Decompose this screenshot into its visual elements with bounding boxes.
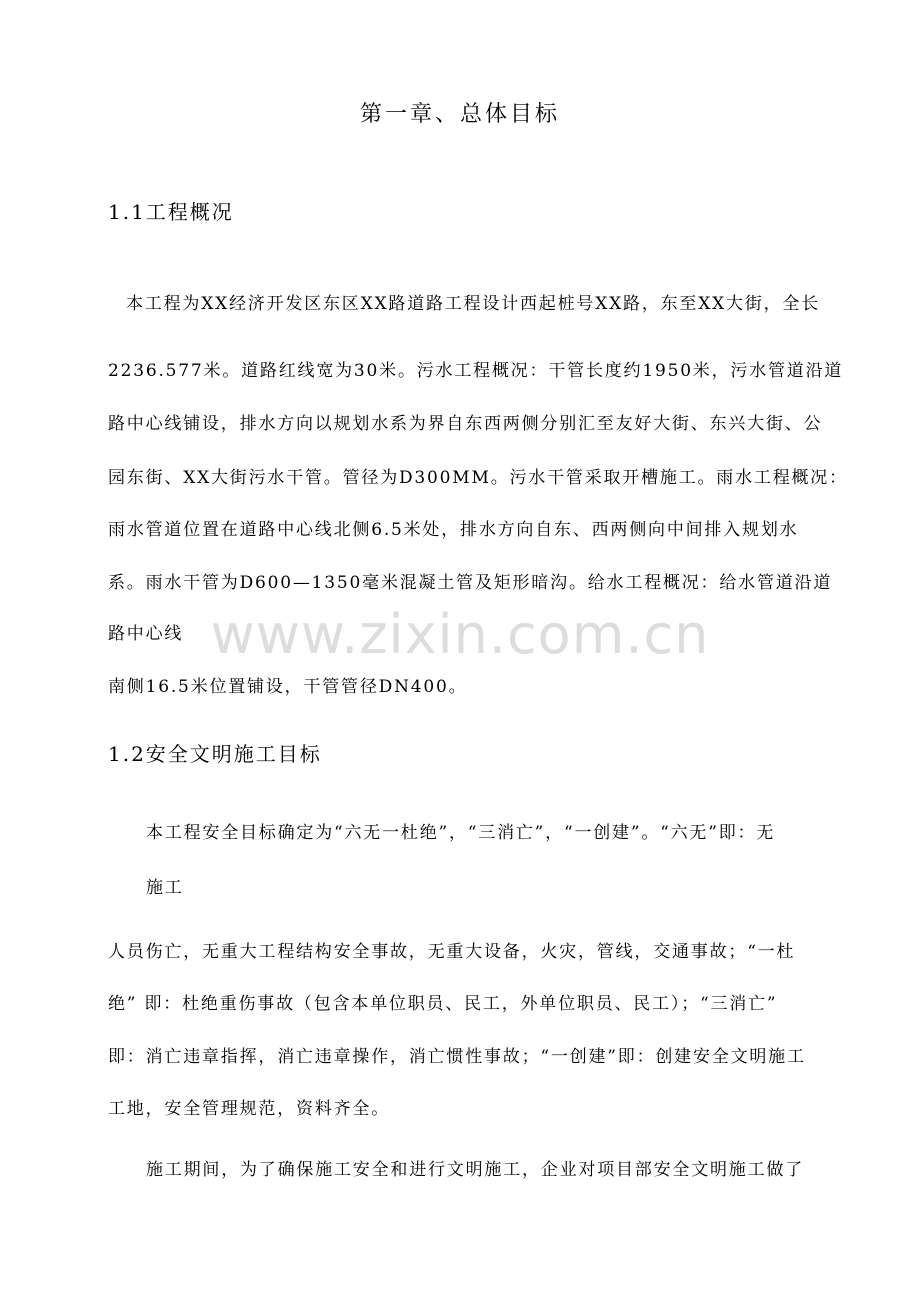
chapter-title: 第一章、总体目标	[359, 102, 560, 127]
site-watermark: www.zixin.com.cn	[210, 603, 710, 666]
paragraph-line: 施工	[146, 878, 184, 898]
paragraph-line: 路中心线	[108, 624, 184, 644]
section-heading-overview: 1.1工程概况	[108, 200, 234, 224]
section-heading-safety: 1.2安全文明施工目标	[108, 742, 322, 766]
paragraph-line: 本工程安全目标确定为“六无一杜绝”，“三消亡”，“一创建”。“六无”即：无	[146, 823, 776, 843]
paragraph-line: 本工程为XX经济开发区东区XX路道路工程设计西起桩号XX路，东至XX大街，全长	[126, 294, 821, 314]
paragraph-line: 南侧16.5米位置铺设，干管管径DN400。	[108, 677, 468, 697]
paragraph-line: 系。雨水干管为D600—1350毫米混凝土管及矩形暗沟。给水工程概况：给水管道沿道	[108, 573, 833, 593]
paragraph-line: 即：消亡违章指挥，消亡违章操作，消亡惯性事故；“一创建”即：创建安全文明施工	[108, 1047, 806, 1067]
paragraph-line: 施工期间，为了确保施工安全和进行文明施工，企业对项目部安全文明施工做了	[146, 1160, 804, 1180]
paragraph-line: 工地，安全管理规范，资料齐全。	[108, 1099, 390, 1119]
paragraph-line: 绝” 即：杜绝重伤事故（包含本单位职员、民工，外单位职员、民工）；“三消亡”	[108, 994, 778, 1014]
paragraph-line: 雨水管道位置在道路中心线北侧6.5米处，排水方向自东、西两侧向中间排入规划水	[108, 520, 799, 540]
paragraph-line: 园东街、XX大街污水干管。管径为D300MM。污水干管采取开槽施工。雨水工程概况：	[108, 468, 848, 488]
paragraph-line: 2236.577米。道路红线宽为30米。污水工程概况：干管长度约1950米，污水管道沿道	[108, 361, 844, 381]
paragraph-line: 人员伤亡，无重大工程结构安全事故，无重大设备，火灾，管线，交通事故；“一杜	[108, 942, 796, 962]
paragraph-line: 路中心线铺设，排水方向以规划水系为界自东西两侧分别汇至友好大街、东兴大街、公	[108, 414, 823, 434]
